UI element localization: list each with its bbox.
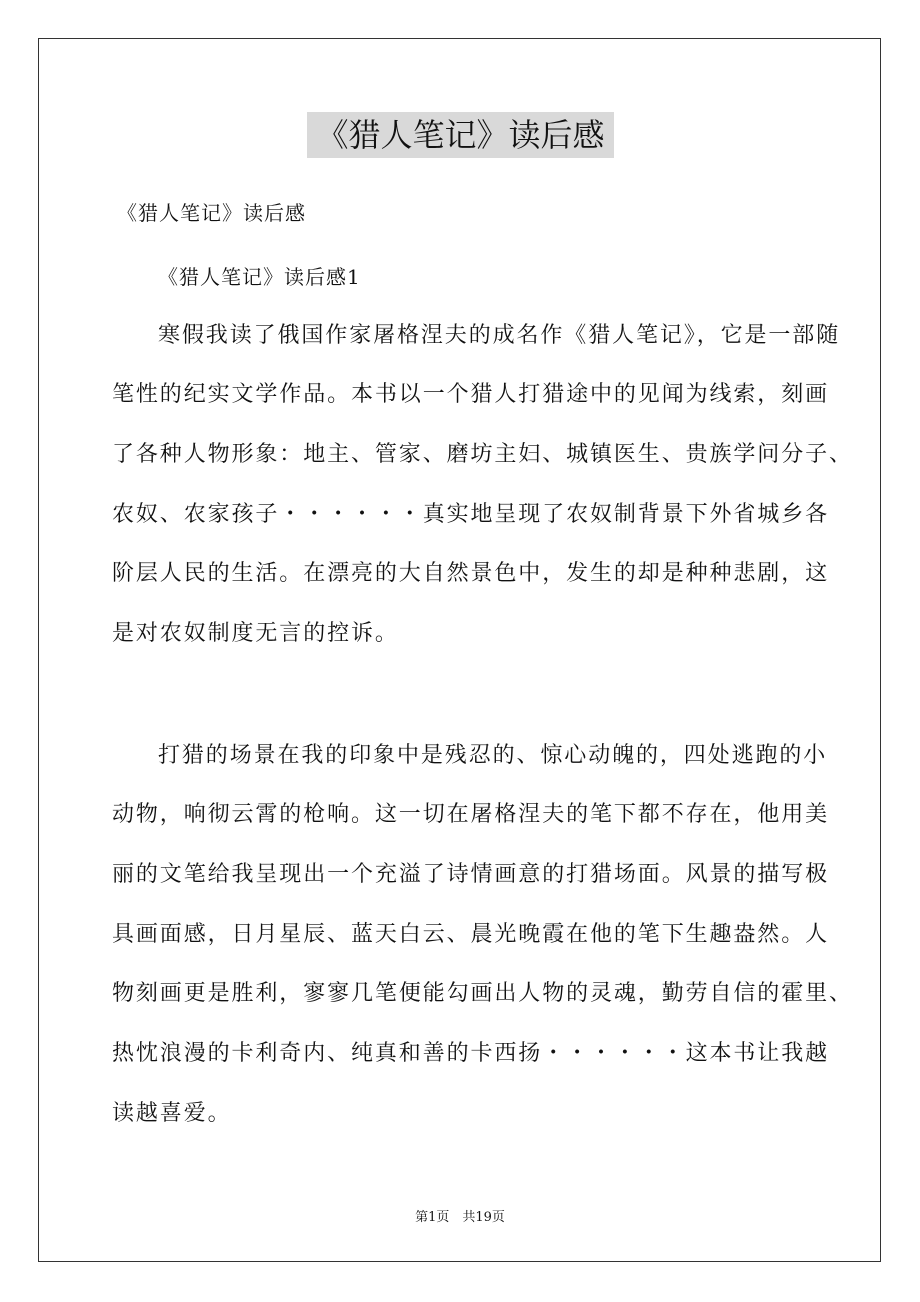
paragraph-line: 农奴、农家孩子・・・・・・真实地呈现了农奴制背景下外省城乡各 [112, 502, 830, 527]
paragraph-line: 热忱浪漫的卡利奇内、纯真和善的卡西扬・・・・・・这本书让我越 [112, 1041, 830, 1066]
paragraph-line: 了各种人物形象：地主、管家、磨坊主妇、城镇医生、贵族学问分子、 [112, 442, 853, 467]
paragraph-line: 物刻画更是胜利，寥寥几笔便能勾画出人物的灵魂，勤劳自信的霍里、 [112, 981, 853, 1006]
document-title: 《猎人笔记》读后感 [307, 112, 614, 158]
paragraph-line: 打猎的场景在我的印象中是残忍的、惊心动魄的，四处逃跑的小 [158, 743, 828, 768]
paragraph-line: 是对农奴制度无言的控诉。 [112, 621, 399, 646]
paragraph-line: 具画面感，日月星辰、蓝天白云、晨光晚霞在他的笔下生趣盎然。人 [112, 922, 830, 947]
page-number-footer: 第1页 共19页 [415, 1210, 505, 1225]
section-heading: 《猎人笔记》读后感1 [158, 265, 361, 289]
paragraph-line: 寒假我读了俄国作家屠格涅夫的成名作《猎人笔记》，它是一部随 [158, 323, 841, 348]
paragraph-line: 阶层人民的生活。在漂亮的大自然景色中，发生的却是种种悲剧，这 [112, 561, 830, 586]
paragraph-line: 动物，响彻云霄的枪响。这一切在屠格涅夫的笔下都不存在，他用美 [112, 802, 830, 827]
paragraph-line: 丽的文笔给我呈现出一个充溢了诗情画意的打猎场面。风景的描写极 [112, 862, 830, 887]
paragraph-line: 读越喜爱。 [112, 1101, 232, 1126]
paragraph-line: 笔性的纪实文学作品。本书以一个猎人打猎途中的见闻为线索，刻画 [112, 382, 830, 407]
subtitle: 《猎人笔记》读后感 [117, 201, 306, 225]
